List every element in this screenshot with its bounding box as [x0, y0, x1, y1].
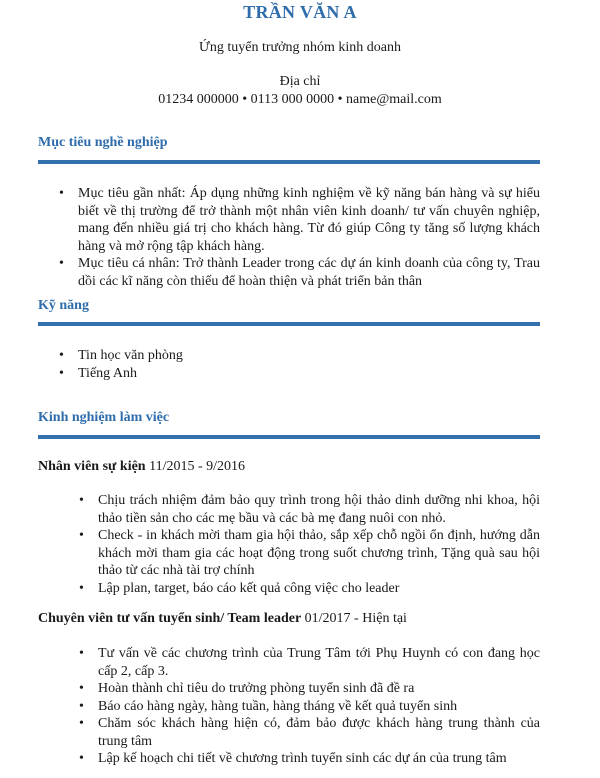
- job-period: 11/2015 - 9/2016: [145, 459, 246, 474]
- section-title-skills: Kỹ năng: [38, 298, 89, 313]
- section-title-objective: Mục tiêu nghề nghiệp: [38, 135, 168, 150]
- list-item: • Hoàn thành chỉ tiêu do trưởng phòng tuyển sinh đã đề ra: [98, 680, 540, 698]
- skills-list: [78, 347, 540, 382]
- resume-name: TRẦN VĂN A: [243, 2, 357, 22]
- list-item: • Tiếng Anh: [78, 365, 540, 383]
- job-period: 01/2017 - Hiện tại: [301, 611, 407, 626]
- job-role: Nhân viên sự kiện: [38, 459, 146, 474]
- address: Địa chỉ: [279, 74, 321, 89]
- job-duties-list: [98, 492, 540, 597]
- list-item: • Lập plan, target, báo cáo kết quả công việc cho leader: [98, 580, 540, 598]
- section-title-experience: Kinh nghiệm làm việc: [38, 410, 170, 425]
- section-divider: [38, 435, 540, 439]
- section-divider: [38, 322, 540, 326]
- list-item: • Tin học văn phòng: [78, 347, 540, 365]
- section-divider: [38, 160, 540, 164]
- list-item: • Mục tiêu cá nhân: Trở thành Leader trong các dự án kinh doanh của công ty, Trau dồi các kĩ năng còn thiếu để hoàn thiện và phát triển bản thân: [78, 255, 540, 290]
- target-position: Ứng tuyển trưởng nhóm kinh doanh: [198, 40, 401, 55]
- objective-list: [78, 185, 540, 290]
- job-duties-list: [98, 645, 540, 768]
- contact-info: 01234 000000 • 0113 000 0000 • name@mail.com: [158, 92, 442, 107]
- list-item: • Chịu trách nhiệm đảm bảo quy trình trong hội thảo dinh dưỡng nhi khoa, hội thảo tiền sản cho các mẹ bầu và các bà mẹ đang nuôi con nhỏ.: [98, 492, 540, 527]
- job-heading: [38, 459, 245, 475]
- list-item: • Check - in khách mời tham gia hội thảo, sắp xếp chỗ ngồi ổn định, hướng dẫn khách mời tham gia các hoạt động trong suốt chương trình, Tặng quà sau hội thảo từ các nhà tài trợ chính: [98, 527, 540, 580]
- list-item: • Chăm sóc khách hàng hiện có, đảm bảo được khách hàng trung thành của trung tâm: [98, 715, 540, 750]
- job-heading: [38, 611, 407, 627]
- list-item: • Mục tiêu gần nhất: Áp dụng những kinh nghiệm về kỹ năng bán hàng và sự hiểu biết về thị trường để trở thành một nhân viên kinh doanh/ tư vấn chuyên nghiệp, mang đến nhiều giá trị cho khách hàng. Từ đó giúp Công ty tăng số lượng khách hàng và mở rộng tập khách hàng.: [78, 185, 540, 255]
- list-item: • Tư vấn về các chương trình của Trung Tâm tới Phụ Huynh có con đang học cấp 2, cấp 3.: [98, 645, 540, 680]
- list-item: • Lập kế hoạch chi tiết về chương trình tuyển sinh các dự án của trung tâm: [98, 750, 540, 768]
- job-role: Chuyên viên tư vấn tuyển sinh/ Team leader: [38, 611, 302, 626]
- list-item: • Báo cáo hàng ngày, hàng tuần, hàng tháng về kết quả tuyển sinh: [98, 698, 540, 716]
